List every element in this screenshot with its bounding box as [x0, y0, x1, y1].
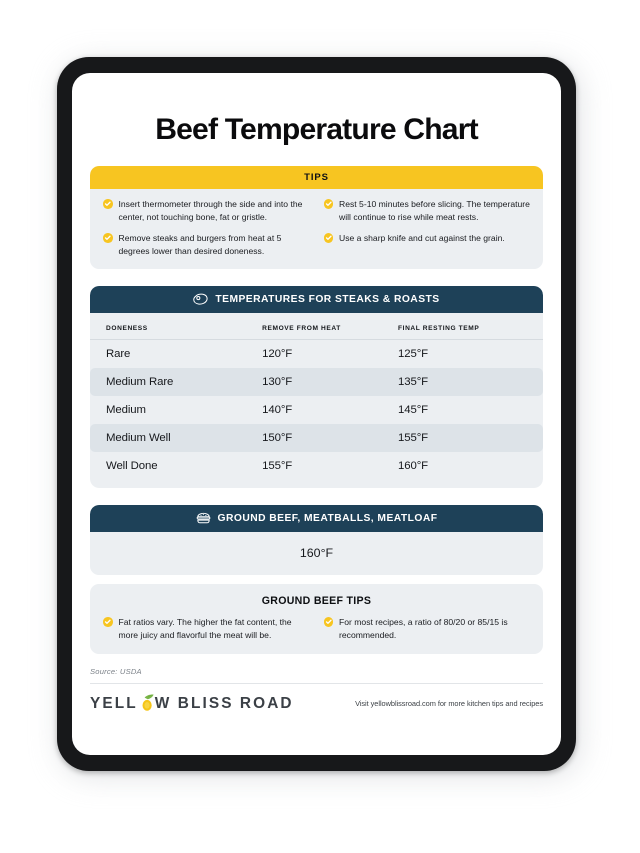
- brand-logo-part1: YELL: [90, 694, 138, 712]
- cell-resting: 155°F: [398, 424, 543, 452]
- ground-beef-tips-column-left: [103, 616, 310, 642]
- check-icon: [324, 233, 334, 243]
- table-row: [90, 452, 543, 480]
- steaks-section-header: [90, 286, 543, 313]
- ground-beef-tips-column-right: [324, 616, 531, 642]
- steaks-and-roasts-section: [90, 286, 543, 488]
- check-icon: [103, 233, 113, 243]
- cell-resting: 125°F: [398, 347, 429, 360]
- table-row: [90, 368, 543, 396]
- ground-beef-section-header-label: GROUND BEEF, MEATBALLS, MEATLOAF: [217, 512, 438, 524]
- cell-remove: 130°F: [262, 368, 398, 396]
- brand-logo-text: [90, 695, 294, 713]
- ground-beef-section: [90, 505, 543, 575]
- check-icon: [103, 199, 113, 209]
- list-item: [324, 232, 531, 245]
- cell-doneness: Rare: [106, 347, 131, 360]
- tips-body: [90, 189, 543, 269]
- list-item: [324, 616, 531, 642]
- list-item: [103, 232, 310, 258]
- brand-logo-part2: W BLISS ROAD: [154, 694, 294, 712]
- cell-remove: 120°F: [262, 347, 293, 360]
- tip-text: Fat ratios vary. The higher the fat content, the more juicy and flavorful the meat will be.: [118, 616, 292, 640]
- check-icon: [324, 199, 334, 209]
- tips-banner-label: TIPS: [90, 166, 543, 189]
- footer-note: Visit yellowblissroad.com for more kitchen tips and recipes: [355, 699, 543, 709]
- page-title: Beef Temperature Chart: [155, 113, 478, 146]
- list-item: [103, 198, 310, 224]
- column-header-resting: FINAL RESTING TEMP: [398, 313, 543, 340]
- table-row: [90, 339, 543, 368]
- tablet-screen: [72, 73, 561, 755]
- column-header-remove: REMOVE FROM HEAT: [262, 313, 398, 340]
- cell-doneness: Medium: [106, 403, 146, 416]
- list-item: [103, 616, 310, 642]
- table-header-row: [90, 313, 543, 340]
- column-header-doneness: DONENESS: [90, 313, 262, 340]
- cell-resting: 160°F: [398, 459, 429, 472]
- tips-column-left: [103, 198, 310, 258]
- cell-resting: 135°F: [398, 368, 543, 396]
- tip-text: Insert thermometer through the side and into the center, not touching bone, fat or gristle.: [118, 198, 303, 222]
- check-icon: [103, 617, 113, 627]
- burger-icon: [196, 512, 211, 525]
- tip-text: For most recipes, a ratio of 80/20 or 85/15 is recommended.: [339, 616, 508, 640]
- ground-beef-tips-card: [90, 584, 543, 654]
- tip-text: Rest 5-10 minutes before slicing. The temperature will continue to rise while meat rests.: [339, 198, 530, 222]
- cell-resting: 145°F: [398, 403, 429, 416]
- steak-icon: [193, 293, 208, 306]
- ground-beef-tips-title: GROUND BEEF TIPS: [261, 594, 372, 607]
- table-row: [90, 424, 543, 452]
- ground-beef-section-header: [90, 505, 543, 532]
- steaks-table-wrap: [90, 313, 543, 488]
- cell-doneness: Medium Well: [90, 424, 262, 452]
- tips-card: [90, 166, 543, 269]
- cell-doneness: Medium Rare: [90, 368, 262, 396]
- source-note: Source: USDA: [90, 666, 142, 676]
- cell-doneness: Well Done: [106, 459, 158, 472]
- tips-column-right: [324, 198, 531, 258]
- ground-beef-temperature: 160°F: [90, 532, 543, 575]
- ground-beef-tips-body: [103, 616, 530, 642]
- tip-text: Remove steaks and burgers from heat at 5 degrees lower than desired doneness.: [118, 232, 282, 256]
- footer: [90, 684, 543, 713]
- cell-remove: 140°F: [262, 403, 293, 416]
- lemon-icon: [139, 696, 154, 712]
- table-row: [90, 396, 543, 424]
- steaks-temperature-table: [90, 313, 543, 480]
- check-icon: [324, 617, 334, 627]
- cell-remove: 150°F: [262, 424, 398, 452]
- brand-logo: [90, 695, 294, 713]
- steaks-section-header-label: TEMPERATURES FOR STEAKS & ROASTS: [215, 293, 440, 305]
- infographic-sheet: [72, 73, 561, 755]
- list-item: [324, 198, 531, 224]
- tip-text: Use a sharp knife and cut against the grain.: [339, 232, 505, 243]
- cell-remove: 155°F: [262, 459, 293, 472]
